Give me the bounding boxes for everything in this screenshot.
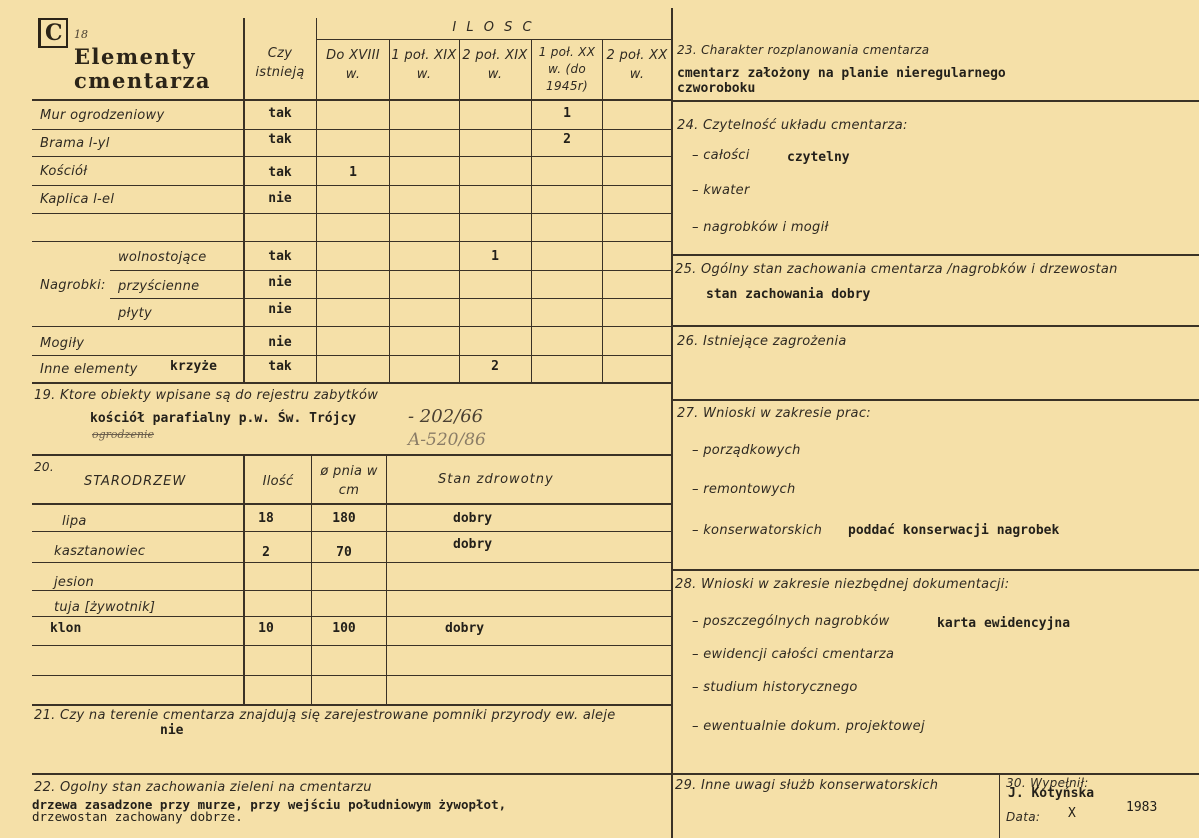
s27-remontowych: – remontowych (692, 482, 796, 497)
col-header-ilosc: I L O S C (452, 20, 535, 35)
tree-name-2: jesion (54, 575, 94, 590)
s20-num: 20. (34, 460, 54, 474)
tree-qty-4: 10 (258, 621, 274, 636)
s24-kwater-label: – kwater (692, 183, 750, 198)
inne-exists: tak (268, 359, 292, 374)
s27-konserwatorskich: – konserwatorskich (692, 523, 823, 538)
row-label-kosciol: Kościół (40, 164, 88, 179)
s19-stamp: A-520/86 (408, 430, 486, 450)
tree-diam-1: 70 (336, 545, 352, 560)
s30-date-label: Data: (1006, 810, 1041, 824)
card-number: 18 (74, 28, 88, 41)
nagrobki-plyty: płyty (118, 306, 152, 321)
nagrobki-wolnostojace-c3: 1 (491, 249, 499, 264)
tree-name-0: lipa (62, 514, 87, 529)
s27-porzadkowych: – porządkowych (692, 443, 801, 458)
s30-name: J. Kotyńska (1008, 786, 1095, 801)
nagrobki-przyscienne: przyścienne (118, 279, 200, 294)
elements-title-line2: cmentarza (74, 68, 212, 93)
col-header-1-xix: 1 poł. XIX w. (391, 48, 457, 82)
tree-health-0: dobry (453, 511, 493, 526)
s28-nagrobkow-value: karta ewidencyjna (937, 616, 1071, 631)
s22-value-line2: drzewostan zachowany dobrze. (32, 809, 243, 824)
nagrobki-przyscienne-exists: nie (268, 275, 292, 290)
row-exists-mur: tak (268, 106, 292, 121)
s19-crossed: ogrodzenie (92, 428, 155, 441)
tree-diam-0: 180 (332, 511, 356, 526)
col-header-1-xx: 1 poł. XX w. (do 1945r) (538, 45, 596, 93)
s27-label: 27. Wnioski w zakresie prac: (677, 406, 871, 421)
row-exists-kosciol: tak (268, 165, 292, 180)
s28-projektowej: – ewentualnie dokum. projektowej (692, 719, 925, 734)
row-label-brama: Brama l-yl (40, 136, 110, 151)
s22-value-line1: drzewa zasadzone przy murze, przy wejściu południowym żywopłot, (32, 797, 507, 812)
s23-value-line1: cmentarz założony na planie nieregularnego (677, 66, 1006, 81)
card-code: C (45, 20, 63, 46)
s19-register: - 202/66 (408, 406, 484, 427)
s28-label: 28. Wnioski w zakresie niezbędnej dokumentacji: (675, 577, 1010, 592)
s25-label: 25. Ogólny stan zachowania cmentarza /nagrobków i drzewostan (675, 262, 1118, 277)
row-label-kaplica: Kaplica l-el (40, 192, 115, 207)
tree-health-4: dobry (445, 621, 485, 636)
row-exists-kaplica: nie (268, 191, 292, 206)
s19-label: 19. Ktore obiekty wpisane są do rejestru zabytków (34, 388, 379, 403)
s30-date-month: X (1068, 806, 1076, 821)
inne-c3: 2 (491, 359, 499, 374)
s20-col-diam: ø pnia w cm (320, 464, 378, 498)
tree-name-4: klon (50, 621, 82, 636)
s19-value: kościół parafialny p.w. Św. Trójcy (90, 411, 357, 426)
nagrobki-wolnostojace-exists: tak (268, 249, 292, 264)
s22-label: 22. Ogolny stan zachowania zieleni na cmentarzu (34, 780, 372, 795)
col-header-xviii: Do XVIII w. (326, 48, 380, 82)
s28-ewidencji: – ewidencji całości cmentarza (692, 647, 895, 662)
s24-label: 24. Czytelność układu cmentarza: (677, 118, 908, 133)
nagrobki-plyty-exists: nie (268, 302, 292, 317)
row-label-mur: Mur ogrodzeniowy (40, 108, 165, 123)
tree-name-1: kasztanowiec (54, 544, 146, 559)
card-code-box (38, 18, 68, 48)
row-exists-brama: tak (268, 132, 292, 147)
row-c4-brama: 2 (563, 132, 571, 147)
inne-value: krzyże (170, 359, 217, 374)
tree-diam-4: 100 (332, 621, 356, 636)
col-header-exists: Czy istnieją (255, 46, 305, 80)
s21-label: 21. Czy na terenie cmentarza znajdują się zarejestrowane pomniki przyrody ew. aleje (34, 708, 616, 723)
row-c1-kosciol: 1 (349, 165, 357, 180)
tree-qty-0: 18 (258, 511, 274, 526)
s24-nagrobkow-label: – nagrobków i mogił (692, 220, 829, 235)
tree-qty-1: 2 (262, 545, 270, 560)
nagrobki-label: Nagrobki: (40, 278, 106, 293)
s24-calosci-label: – całości (692, 148, 750, 163)
s28-studium: – studium historycznego (692, 680, 858, 695)
s20-col-health: Stan zdrowotny (438, 472, 554, 487)
s21-value: nie (160, 723, 184, 738)
s30-date-year: 1983 (1126, 800, 1158, 815)
s20-col-qty: Ilość (262, 474, 294, 489)
s30-label: 30. Wypełnił: (1006, 776, 1089, 790)
s20-col-name: STARODRZEW (84, 474, 187, 489)
mogily-exists: nie (268, 335, 292, 350)
s25-value: stan zachowania dobry (706, 287, 871, 302)
nagrobki-wolnostojace: wolnostojące (118, 250, 207, 265)
s23-label: 23. Charakter rozplanowania cmentarza (677, 43, 930, 57)
s23-value-line2: czworoboku (677, 81, 756, 96)
mogily-label: Mogiły (40, 336, 85, 351)
tree-health-1: dobry (453, 537, 493, 552)
s26-label: 26. Istniejące zagrożenia (677, 334, 847, 349)
tree-name-3: tuja [żywotnik] (54, 600, 156, 615)
s28-nagrobkow: – poszczególnych nagrobków (692, 614, 890, 629)
col-header-2-xix: 2 poł. XIX w. (462, 48, 528, 82)
s29-label: 29. Inne uwagi służb konserwatorskich (675, 778, 939, 793)
row-c4-mur: 1 (563, 106, 571, 121)
s24-calosci-value: czytelny (787, 150, 850, 165)
col-header-2-xx: 2 poł. XX w. (606, 48, 668, 82)
elements-title-line1: Elementy (74, 44, 197, 69)
inne-label: Inne elementy (40, 362, 138, 377)
s27-konserwatorskich-value: poddać konserwacji nagrobek (848, 523, 1060, 538)
